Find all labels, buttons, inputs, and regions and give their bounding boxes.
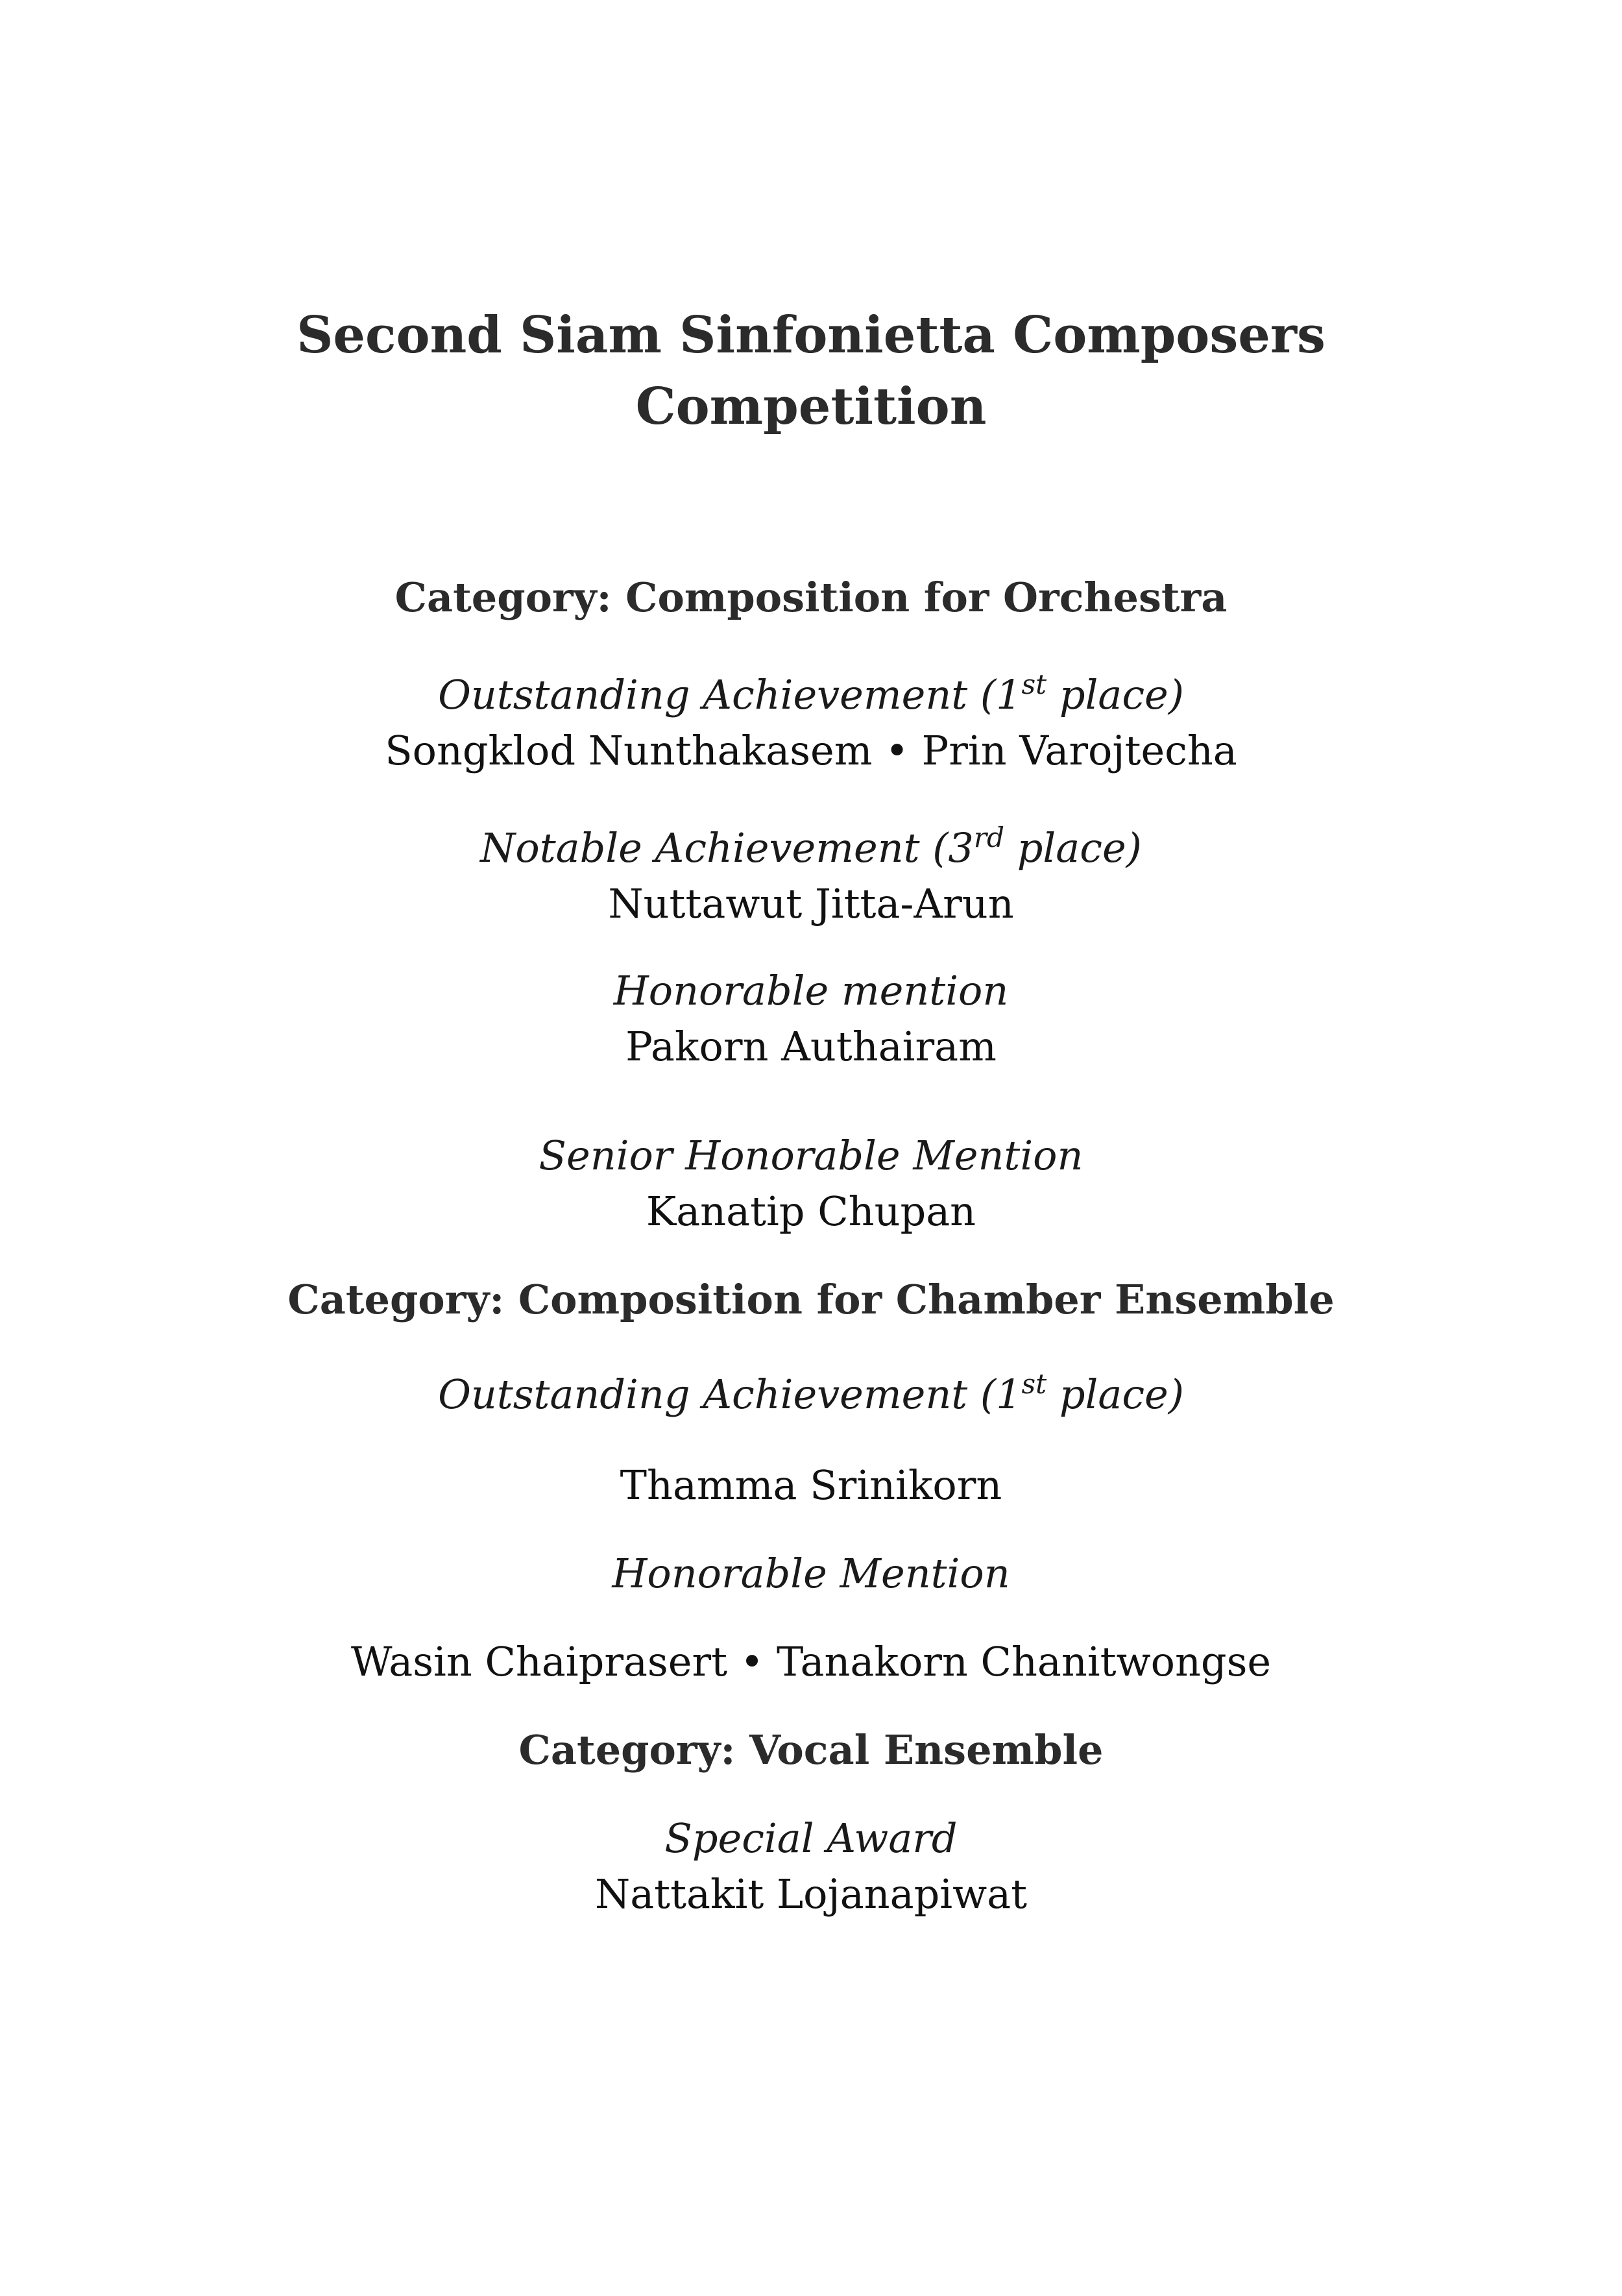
award-text: Outstanding Achievement (1 — [438, 1371, 1022, 1418]
category-chamber-heading: Category: Composition for Chamber Ensemble — [287, 1276, 1335, 1323]
award-text: Notable Achievement (3 — [480, 824, 974, 872]
chamber-honorable-mention-winners: Wasin Chaiprasert • Tanakorn Chanitwongse — [350, 1638, 1272, 1685]
orchestra-senior-honorable-mention-winner: Kanatip Chupan — [646, 1188, 976, 1235]
orchestra-third-place-winner: Nuttawut Jitta-Arun — [608, 880, 1014, 927]
chamber-first-place-winner: Thamma Srinikorn — [620, 1461, 1002, 1509]
award-text: place) — [1047, 1371, 1184, 1418]
award-text: place) — [1004, 824, 1142, 872]
ordinal-suffix: rd — [973, 821, 1005, 853]
document-title-line-1: Second Siam Sinfonietta Composers — [297, 306, 1325, 365]
chamber-honorable-mention-award: Honorable Mention — [612, 1550, 1010, 1597]
orchestra-senior-honorable-mention-award: Senior Honorable Mention — [539, 1132, 1083, 1179]
award-text: Outstanding Achievement (1 — [438, 671, 1022, 718]
category-vocal-heading: Category: Vocal Ensemble — [518, 1726, 1104, 1774]
award-text: place) — [1047, 671, 1184, 718]
orchestra-first-place-award — [0, 668, 1622, 718]
ordinal-suffix: st — [1021, 1367, 1047, 1400]
document-title-line-2: Competition — [635, 377, 987, 436]
chamber-first-place-award — [0, 1367, 1622, 1418]
vocal-special-award-winner: Nattakit Lojanapiwat — [594, 1870, 1028, 1918]
category-orchestra-heading: Category: Composition for Orchestra — [394, 574, 1228, 621]
orchestra-first-place-winners: Songklod Nunthakasem • Prin Varojtecha — [385, 727, 1237, 774]
vocal-special-award: Special Award — [664, 1814, 958, 1862]
orchestra-honorable-mention-winner: Pakorn Authairam — [625, 1023, 997, 1070]
orchestra-third-place-award — [0, 821, 1622, 872]
ordinal-suffix: st — [1021, 668, 1047, 700]
orchestra-honorable-mention-award: Honorable mention — [613, 967, 1009, 1014]
